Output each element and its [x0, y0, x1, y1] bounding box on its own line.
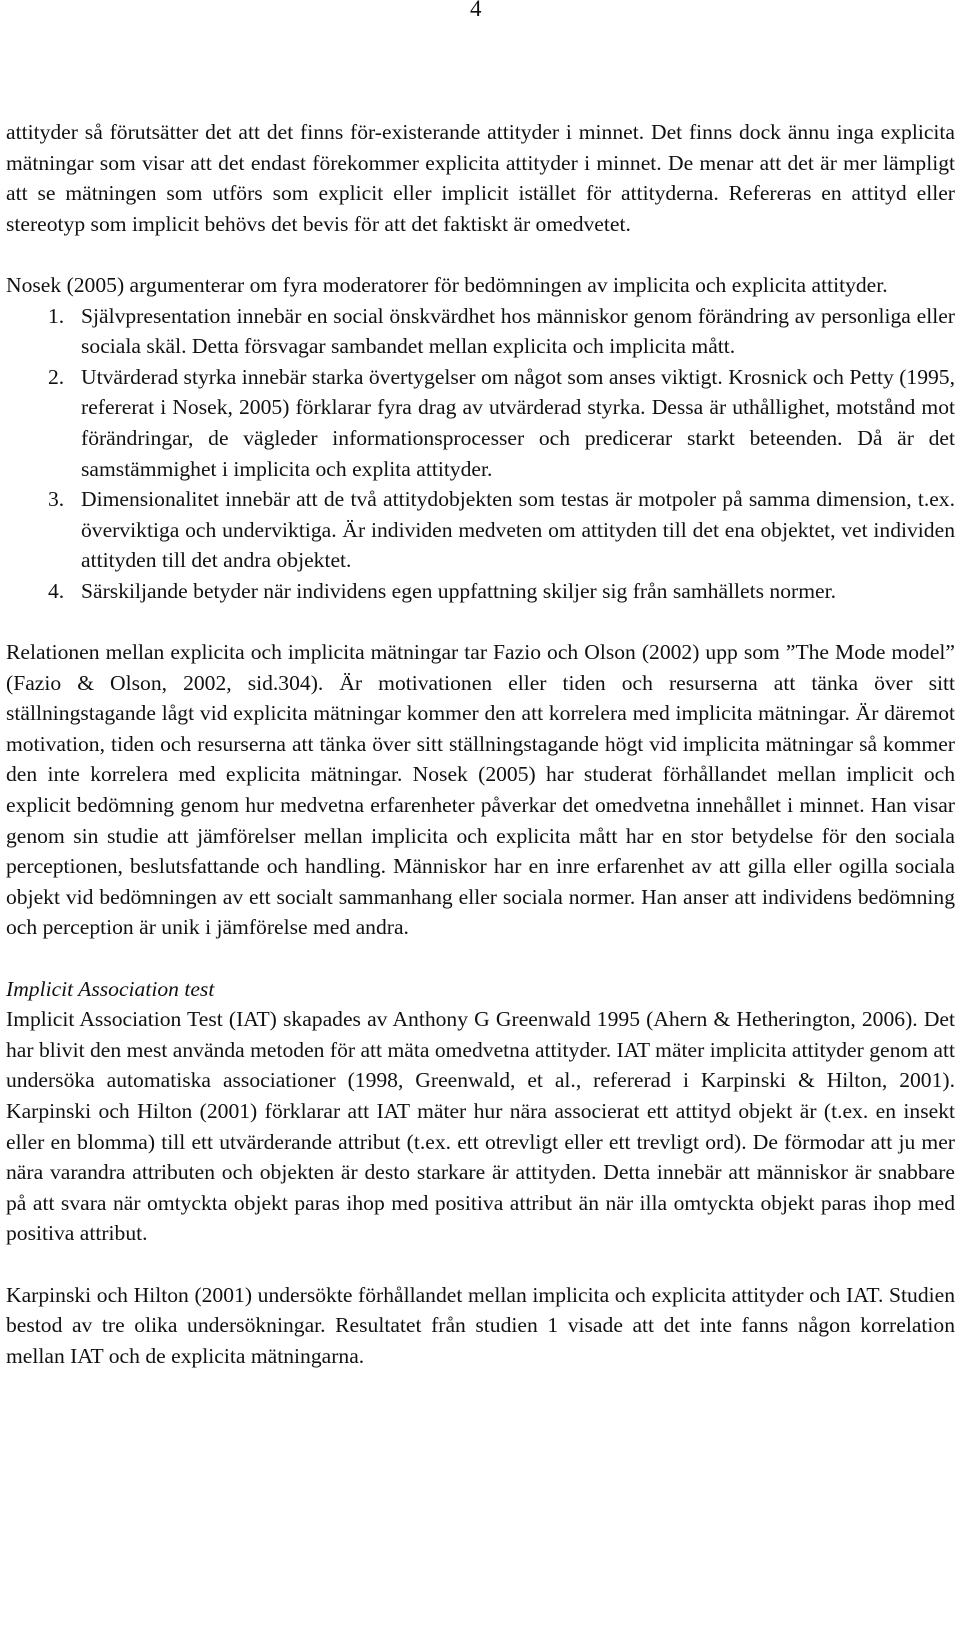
moderator-list — [6, 301, 955, 607]
paragraph-iat-description: Implicit Association Test (IAT) skapades av Anthony G Greenwald 1995 (Ahern & Hetherington, 2006). Det har blivit den mest använda metoden för att mäta omedvetna attityder. IAT mäter implicita attityder genom att undersöka automatiska associationer (1998, Greenwald, et al., refererad i Karpinski & Hilton, 2001). Karpinski och Hilton (2001) förklarar att IAT mäter hur nära associerat ett attityd objekt är (t.ex. en insekt eller en blomma) till ett utvärderande attribut (t.ex. ett otrevligt eller ett trevligt ord). De förmodar att ju mer nära varandra attributen och objekten är desto starkare är attityden. Detta innebär att människor är snabbare på att svara när omtyckta objekt paras ihop med positiva attribut än när illa omtyckta objekt paras ihop med positiva attribut. — [6, 1007, 955, 1246]
page-number: 4 — [470, 0, 482, 21]
section-heading-iat: Implicit Association test — [6, 976, 215, 1001]
list-item-text: Dimensionalitet innebär att de två attitydobjekten som testas är motpoler på samma dimension, t.ex. överviktiga och underviktiga. Är individen medveten om attityden till det ena objektet, vet individen attityden till det andra objektet. — [81, 487, 955, 573]
list-item-text: Utvärderad styrka innebär starka övertygelser om något som anses viktigt. Krosnick och Petty (1995, refererat i Nosek, 2005) förklarar fyra drag av utvärderad styrka. Dessa är uthållighet, motstånd mot förändringar, de vägleder informationsprocesser och predicerar starkt beteenden. Då är det samstämmighet i implicita och explita attityder. — [81, 364, 955, 481]
list-item — [6, 362, 955, 484]
paragraph-mode-model: Relationen mellan explicita och implicita mätningar tar Fazio och Olson (2002) upp som ”The Mode model” (Fazio & Olson, 2002, sid.304). Är motivationen eller tiden och resurserna att tänka över sitt ställningstagande lågt vid explicita mätningar kommer den att korrelera med implicita mätningar. Är däremot motivation, tiden och resurserna att tänka över sitt ställningstagande högt vid implicita mätningar så kommer den inte korrelera med explicita mätningar. Nosek (2005) har studerat förhållandet mellan implicit och explicit bedömning genom hur medvetna erfarenheter påverkar det omedvetna innehållet i minnet. Han visar genom sin studie att jämförelser mellan implicita och explicita mått har en stor betydelse för den sociala perceptionen, beslutsfattande och handling. Människor har en inre erfarenhet av att gilla eller ogilla sociala objekt vid bedömningen av ett socialt sammanhang eller sociala normer. Han anser att individens bedömning och perception är unik i jämförelse med andra. — [6, 640, 955, 940]
list-item-number: 4. — [48, 578, 65, 603]
list-item — [6, 301, 955, 362]
paragraph-attitudes-intro: attityder så förutsätter det att det finns för-existerande attityder i minnet. Det finns dock ännu inga explicita mätningar som visar att det endast förekommer explicita attityder i minnet. De menar att det är mer lämpligt att se mätningen som utförs som explicit eller implicit istället för attityderna. Refereras en attityd eller stereotyp som implicit behövs det bevis för att det faktiskt är omedvetet. — [6, 120, 955, 236]
list-item-number: 1. — [48, 303, 65, 328]
list-item-number: 3. — [48, 487, 65, 512]
list-item-text: Självpresentation innebär en social önskvärdhet hos människor genom förändring av personliga eller sociala skäl. Detta försvagar sambandet mellan explicita och implicita mått. — [81, 303, 955, 359]
list-item — [6, 484, 955, 576]
paragraph-karpinski-hilton: Karpinski och Hilton (2001) undersökte förhållandet mellan implicita och explicita attityder och IAT. Studien bestod av tre olika undersökningar. Resultatet från studien 1 visade att det inte fanns någon korrelation mellan IAT och de explicita mätningarna. — [6, 1282, 955, 1368]
list-item — [6, 576, 955, 607]
paragraph-nosek-moderators: Nosek (2005) argumenterar om fyra moderatorer för bedömningen av implicita och explicita attityder. — [6, 272, 888, 297]
document-body — [0, 117, 955, 1371]
list-item-text: Särskiljande betyder när individens egen uppfattning skiljer sig från samhällets normer. — [81, 578, 836, 603]
list-item-number: 2. — [48, 364, 65, 389]
